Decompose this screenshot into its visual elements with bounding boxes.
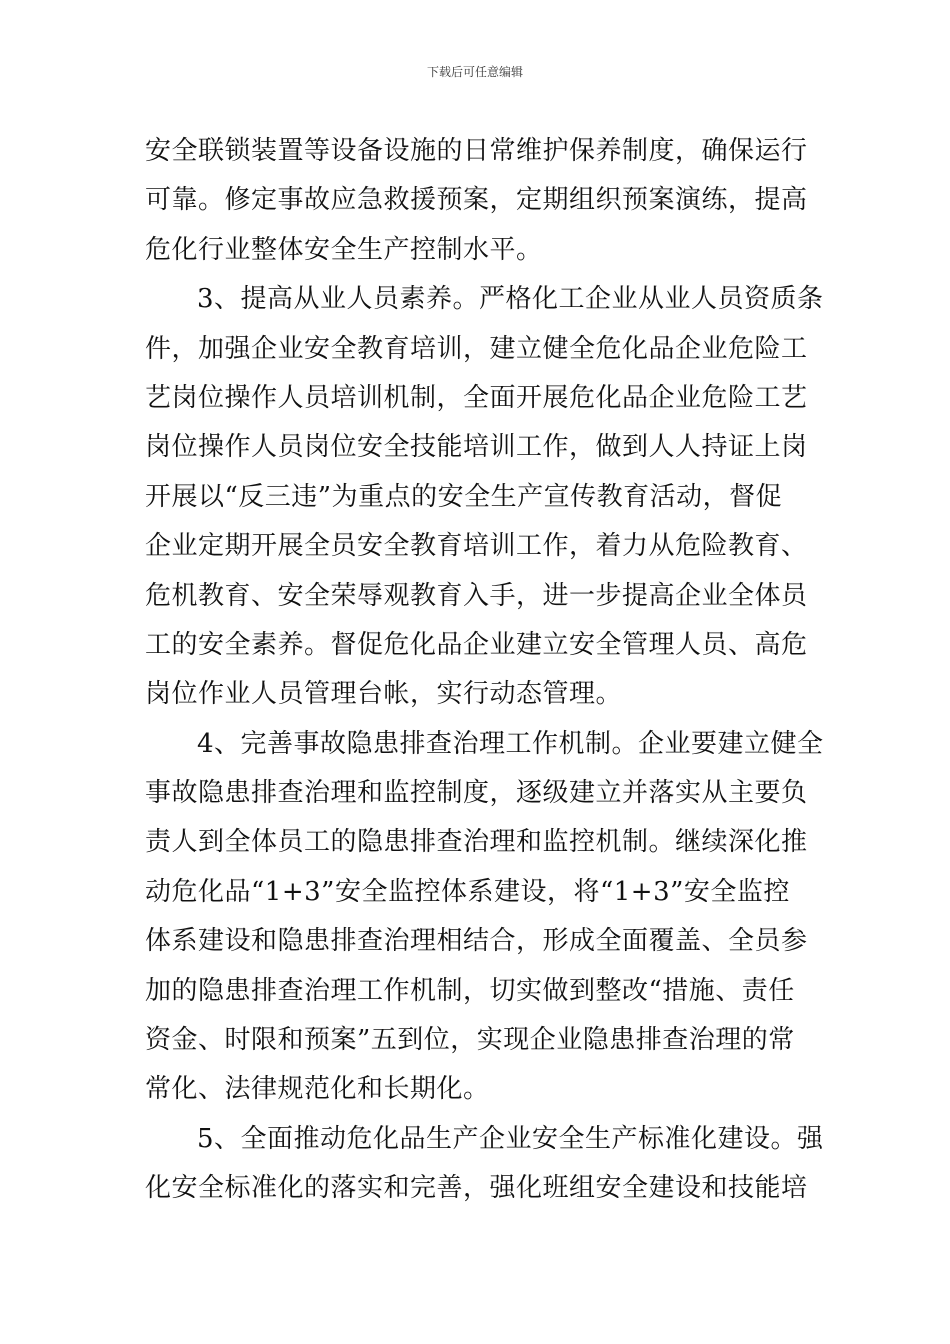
text-line: 动危化品“1+3”安全监控体系建设，将“1+3”安全监控 <box>145 876 790 907</box>
text-line: 艺岗位操作人员培训机制，全面开展危化品企业危险工艺 <box>145 382 808 413</box>
paragraph-start-line: 4、完善事故隐患排查治理工作机制。企业要建立健全 <box>197 728 824 759</box>
text-line: 危化行业整体安全生产控制水平。 <box>145 234 543 265</box>
text-line: 安全联锁装置等设备设施的日常维护保养制度，确保运行 <box>145 136 808 166</box>
text-line: 工的安全素养。督促危化品企业建立安全管理人员、高危 <box>145 629 808 660</box>
text-line: 开展以“反三违”为重点的安全生产宣传教育活动，督促 <box>145 481 783 512</box>
text-line: 责人到全体员工的隐患排查治理和监控机制。继续深化推 <box>145 827 808 858</box>
text-line: 岗位作业人员管理台帐，实行动态管理。 <box>145 679 623 710</box>
text-line: 资金、时限和预案”五到位，实现企业隐患排查治理的常 <box>145 1025 795 1056</box>
paragraph-start-line: 3、提高从业人员素养。严格化工企业从业人员资质条 <box>197 284 824 315</box>
text-line: 加的隐患排查治理工作机制，切实做到整改“措施、责任 <box>145 975 795 1006</box>
text-line: 件，加强企业安全教育培训，建立健全危化品企业危险工 <box>145 333 808 364</box>
text-line: 可靠。修定事故应急救援预案，定期组织预案演练，提高 <box>145 185 808 216</box>
text-line: 常化、法律规范化和长期化。 <box>145 1074 490 1105</box>
paragraph-start-line: 5、全面推动危化品生产企业安全生产标准化建设。强 <box>197 1123 824 1154</box>
document-body <box>145 127 824 1214</box>
text-line: 事故隐患排查治理和监控制度，逐级建立并落实从主要负 <box>145 778 808 809</box>
text-line: 体系建设和隐患排查治理相结合，形成全面覆盖、全员参 <box>145 926 808 957</box>
text-line: 企业定期开展全员安全教育培训工作，着力从危险教育、 <box>145 531 808 562</box>
page-header: 下载后可任意编辑 <box>426 65 523 79</box>
text-line: 岗位操作人员岗位安全技能培训工作，做到人人持证上岗 <box>145 432 808 463</box>
text-line: 危机教育、安全荣辱观教育入手，进一步提高企业全体员 <box>145 580 808 611</box>
text-line: 化安全标准化的落实和完善，强化班组安全建设和技能培 <box>145 1173 808 1204</box>
